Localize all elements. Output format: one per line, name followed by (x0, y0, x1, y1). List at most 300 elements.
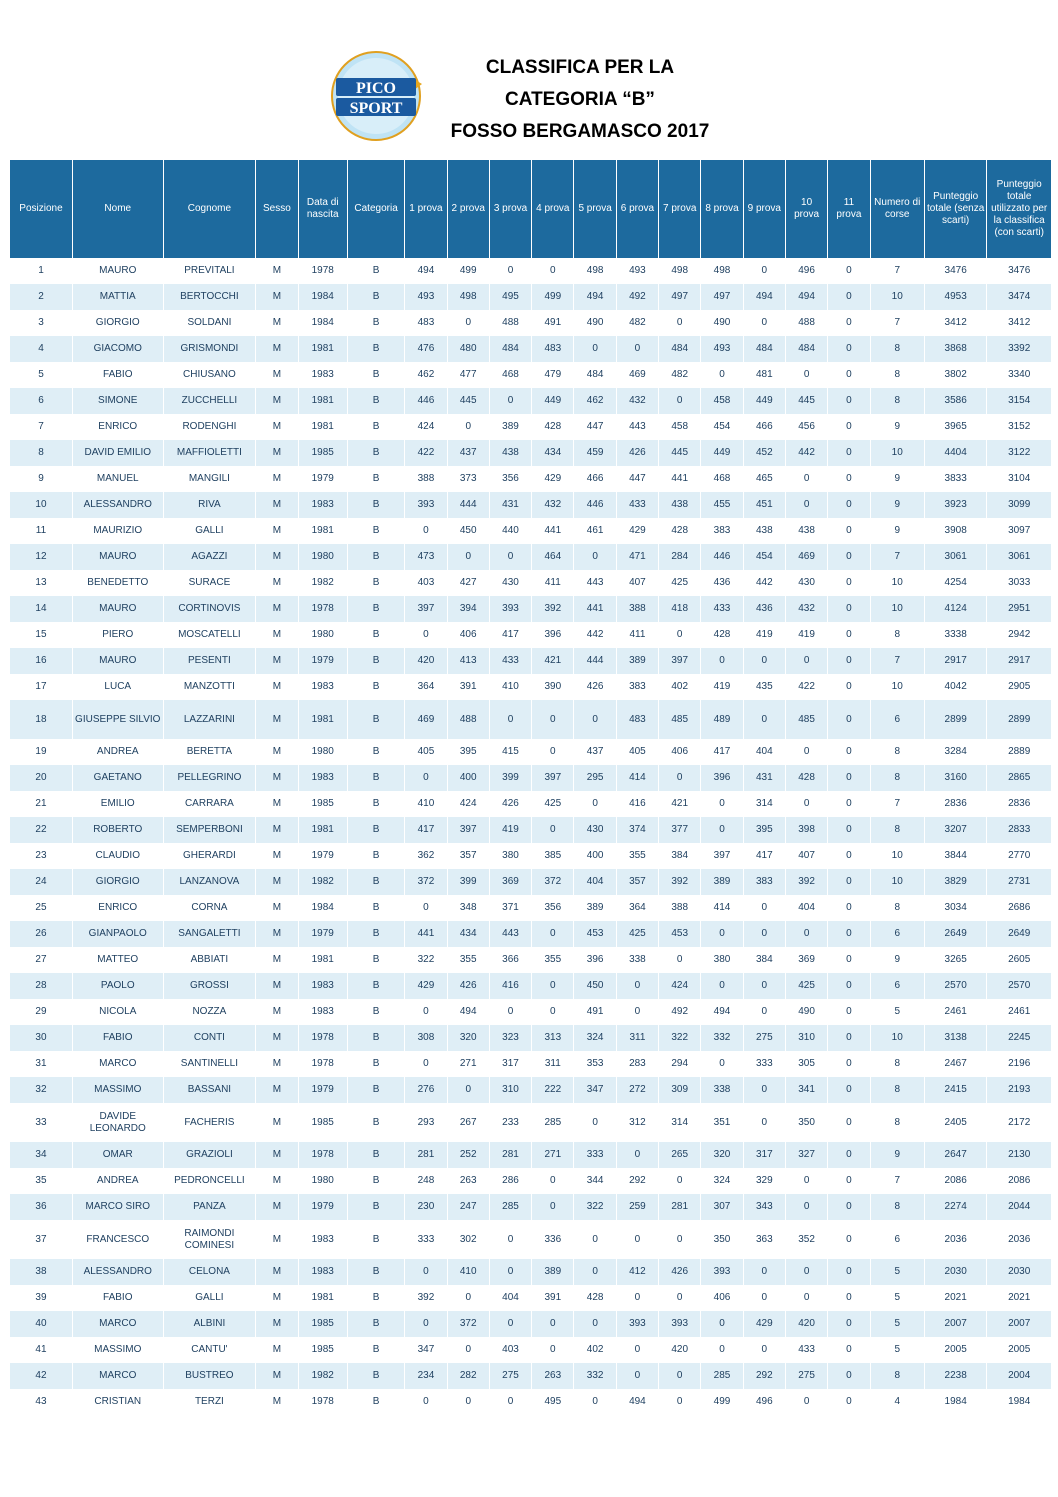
table-cell: 410 (447, 1259, 489, 1285)
table-cell: 1982 (298, 570, 347, 596)
table-cell: 3412 (924, 310, 986, 336)
table-cell: 8 (870, 1194, 924, 1220)
table-cell: 317 (743, 1142, 785, 1168)
table-cell: MASSIMO (72, 1337, 163, 1363)
table-cell: 438 (785, 518, 827, 544)
table-cell: 312 (616, 1103, 658, 1142)
table-cell: CORTINOVIS (163, 596, 256, 622)
table-row (10, 921, 1052, 947)
table-cell: 0 (489, 700, 531, 739)
table-cell: B (347, 388, 404, 414)
table-cell: 469 (405, 700, 447, 739)
table-cell: 13 (10, 570, 72, 596)
table-cell: B (347, 1077, 404, 1103)
table-cell: B (347, 817, 404, 843)
table-cell: 5 (870, 1259, 924, 1285)
table-cell: 353 (574, 1051, 616, 1077)
table-cell: 419 (489, 817, 531, 843)
table-cell: 433 (489, 648, 531, 674)
table-cell: B (347, 1025, 404, 1051)
column-header: Data di nascita (298, 160, 347, 258)
table-cell: 0 (828, 1285, 870, 1311)
table-cell: 466 (743, 414, 785, 440)
table-cell: 426 (574, 674, 616, 700)
table-cell: 488 (489, 310, 531, 336)
table-cell: 9 (10, 466, 72, 492)
table-cell: 295 (574, 765, 616, 791)
table-cell: 322 (405, 947, 447, 973)
table-cell: 3104 (987, 466, 1052, 492)
table-cell: 425 (532, 791, 574, 817)
table-cell: 495 (532, 1389, 574, 1415)
table-cell: 310 (489, 1077, 531, 1103)
table-cell: 383 (616, 674, 658, 700)
table-cell: 2405 (924, 1103, 986, 1142)
table-cell: M (256, 1363, 298, 1389)
table-cell: 464 (532, 544, 574, 570)
table-cell: 405 (405, 739, 447, 765)
table-cell: SANTINELLI (163, 1051, 256, 1077)
table-cell: 446 (701, 544, 743, 570)
table-cell: B (347, 258, 404, 284)
table-cell: 285 (701, 1363, 743, 1389)
table-cell: 0 (785, 648, 827, 674)
table-cell: 442 (574, 622, 616, 648)
table-row (10, 492, 1052, 518)
table-cell: 443 (489, 921, 531, 947)
table-cell: 1978 (298, 1389, 347, 1415)
table-cell: 0 (785, 1285, 827, 1311)
table-cell: 222 (532, 1077, 574, 1103)
table-cell: 445 (659, 440, 701, 466)
table-cell: 355 (447, 947, 489, 973)
table-cell: MAFFIOLETTI (163, 440, 256, 466)
table-row (10, 336, 1052, 362)
table-cell: GIACOMO (72, 336, 163, 362)
table-cell: 0 (489, 999, 531, 1025)
table-cell: 0 (447, 1337, 489, 1363)
table-cell: 324 (701, 1168, 743, 1194)
table-cell: 0 (828, 440, 870, 466)
table-cell: 471 (616, 544, 658, 570)
table-cell: 1983 (298, 674, 347, 700)
table-cell: 281 (489, 1142, 531, 1168)
table-cell: SANGALETTI (163, 921, 256, 947)
table-cell: SIMONE (72, 388, 163, 414)
table-cell: 8 (870, 336, 924, 362)
table-cell: GRAZIOLI (163, 1142, 256, 1168)
table-cell: 433 (616, 492, 658, 518)
table-cell: 392 (785, 869, 827, 895)
table-cell: 1984 (924, 1389, 986, 1415)
table-cell: 451 (743, 492, 785, 518)
table-cell: M (256, 739, 298, 765)
table-cell: 17 (10, 674, 72, 700)
table-cell: PIERO (72, 622, 163, 648)
table-cell: 0 (828, 921, 870, 947)
table-cell: 0 (532, 921, 574, 947)
table-cell: RAIMONDI COMINESI (163, 1220, 256, 1259)
table-cell: 492 (659, 999, 701, 1025)
table-cell: 8 (870, 895, 924, 921)
table-cell: 322 (659, 1025, 701, 1051)
table-cell: 0 (828, 336, 870, 362)
table-cell: MANGILI (163, 466, 256, 492)
table-cell: B (347, 648, 404, 674)
table-cell: 2942 (987, 622, 1052, 648)
table-cell: 2899 (987, 700, 1052, 739)
table-cell: 0 (828, 1077, 870, 1103)
table-cell: 0 (574, 1103, 616, 1142)
table-cell: 0 (489, 1389, 531, 1415)
table-row (10, 596, 1052, 622)
table-cell: 4042 (924, 674, 986, 700)
table-cell: 2172 (987, 1103, 1052, 1142)
table-cell: 468 (701, 466, 743, 492)
table-cell: 9 (870, 518, 924, 544)
table-cell: 19 (10, 739, 72, 765)
table-cell: RIVA (163, 492, 256, 518)
table-cell: M (256, 440, 298, 466)
table-cell: 441 (405, 921, 447, 947)
table-cell: 275 (743, 1025, 785, 1051)
table-cell: 417 (743, 843, 785, 869)
table-cell: 403 (405, 570, 447, 596)
table-cell: 476 (405, 336, 447, 362)
table-cell: 8 (10, 440, 72, 466)
table-cell: 397 (405, 596, 447, 622)
table-cell: 371 (489, 895, 531, 921)
table-cell: 5 (870, 1337, 924, 1363)
table-cell: 347 (405, 1337, 447, 1363)
table-cell: 377 (659, 817, 701, 843)
column-header: 2 prova (447, 160, 489, 258)
column-header: Punteggio totale (senza scarti) (924, 160, 986, 258)
table-cell: 0 (659, 1168, 701, 1194)
table-cell: 426 (447, 973, 489, 999)
table-cell: 449 (532, 388, 574, 414)
table-row (10, 388, 1052, 414)
table-cell: 0 (405, 622, 447, 648)
column-header: Posizione (10, 160, 72, 258)
table-cell: 453 (574, 921, 616, 947)
table-cell: 333 (743, 1051, 785, 1077)
table-cell: 482 (616, 310, 658, 336)
table-cell: 2905 (987, 674, 1052, 700)
table-cell: 0 (828, 622, 870, 648)
table-cell: 34 (10, 1142, 72, 1168)
table-cell: 488 (447, 700, 489, 739)
table-cell: GIORGIO (72, 310, 163, 336)
table-cell: B (347, 440, 404, 466)
table-cell: M (256, 1051, 298, 1077)
table-cell: B (347, 570, 404, 596)
table-cell: 8 (870, 362, 924, 388)
table-cell: 252 (447, 1142, 489, 1168)
table-cell: 282 (447, 1363, 489, 1389)
table-cell: B (347, 843, 404, 869)
table-cell: 336 (532, 1220, 574, 1259)
table-cell: 36 (10, 1194, 72, 1220)
table-cell: B (347, 1311, 404, 1337)
table-cell: FACHERIS (163, 1103, 256, 1142)
table-cell: 426 (489, 791, 531, 817)
table-cell: 400 (447, 765, 489, 791)
table-cell: 494 (574, 284, 616, 310)
table-cell: 425 (616, 921, 658, 947)
column-header: Cognome (163, 160, 256, 258)
table-cell: 0 (828, 1363, 870, 1389)
table-cell: 293 (405, 1103, 447, 1142)
table-cell: 338 (616, 947, 658, 973)
table-row (10, 973, 1052, 999)
table-cell: B (347, 765, 404, 791)
table-cell: PAOLO (72, 973, 163, 999)
table-cell: 449 (701, 440, 743, 466)
table-cell: 1983 (298, 1220, 347, 1259)
table-cell: 432 (532, 492, 574, 518)
table-cell: 2245 (987, 1025, 1052, 1051)
table-cell: 0 (828, 1103, 870, 1142)
table-cell: 407 (616, 570, 658, 596)
table-cell: 0 (616, 1363, 658, 1389)
table-cell: 389 (574, 895, 616, 921)
table-cell: 15 (10, 622, 72, 648)
table-cell: 16 (10, 648, 72, 674)
table-cell: 357 (447, 843, 489, 869)
table-cell: 405 (616, 739, 658, 765)
table-cell: 422 (785, 674, 827, 700)
table-cell: 429 (743, 1311, 785, 1337)
table-row (10, 817, 1052, 843)
table-cell: ALBINI (163, 1311, 256, 1337)
table-cell: 6 (10, 388, 72, 414)
table-cell: 497 (701, 284, 743, 310)
table-cell: M (256, 1311, 298, 1337)
column-header: 7 prova (659, 160, 701, 258)
table-cell: 0 (743, 1259, 785, 1285)
table-cell: 389 (489, 414, 531, 440)
table-cell: LAZZARINI (163, 700, 256, 739)
table-cell: M (256, 1285, 298, 1311)
table-cell: NOZZA (163, 999, 256, 1025)
table-cell: 372 (405, 869, 447, 895)
table-cell: 9 (870, 414, 924, 440)
table-cell: 494 (743, 284, 785, 310)
table-cell: 1984 (298, 284, 347, 310)
table-cell: 0 (405, 765, 447, 791)
table-cell: 1983 (298, 999, 347, 1025)
table-cell: TERZI (163, 1389, 256, 1415)
table-cell: 430 (574, 817, 616, 843)
table-row (10, 1259, 1052, 1285)
column-header: 6 prova (616, 160, 658, 258)
table-cell: 0 (828, 947, 870, 973)
table-cell: 494 (405, 258, 447, 284)
table-cell: 3392 (987, 336, 1052, 362)
table-cell: 0 (616, 1337, 658, 1363)
table-cell: 421 (659, 791, 701, 817)
table-cell: 485 (785, 700, 827, 739)
table-cell: 397 (701, 843, 743, 869)
table-cell: 426 (616, 440, 658, 466)
table-cell: 428 (574, 1285, 616, 1311)
table-cell: 362 (405, 843, 447, 869)
table-cell: MANZOTTI (163, 674, 256, 700)
table-cell: 393 (701, 1259, 743, 1285)
table-row (10, 1051, 1052, 1077)
table-cell: 466 (574, 466, 616, 492)
table-cell: 441 (574, 596, 616, 622)
table-cell: 468 (489, 362, 531, 388)
table-cell: M (256, 895, 298, 921)
table-cell: 2833 (987, 817, 1052, 843)
table-cell: 0 (828, 843, 870, 869)
table-cell: 7 (870, 310, 924, 336)
table-row (10, 1285, 1052, 1311)
table-cell: 0 (743, 1337, 785, 1363)
table-cell: 399 (489, 765, 531, 791)
page-title-line2: CATEGORIA “B” (505, 89, 655, 110)
table-cell: 436 (701, 570, 743, 596)
table-cell: 397 (447, 817, 489, 843)
table-cell: CRISTIAN (72, 1389, 163, 1415)
table-cell: 0 (532, 1194, 574, 1220)
table-cell: 333 (405, 1220, 447, 1259)
table-row (10, 674, 1052, 700)
table-cell: 425 (785, 973, 827, 999)
table-cell: 2836 (924, 791, 986, 817)
table-cell: MAURO (72, 544, 163, 570)
logo-text-top: PICO (356, 80, 396, 97)
table-cell: B (347, 973, 404, 999)
table-cell: 437 (447, 440, 489, 466)
table-cell: 438 (659, 492, 701, 518)
table-cell: 0 (785, 1389, 827, 1415)
table-cell: 444 (574, 648, 616, 674)
table-cell: 22 (10, 817, 72, 843)
table-cell: 6 (870, 973, 924, 999)
table-cell: 469 (785, 544, 827, 570)
table-cell: 433 (785, 1337, 827, 1363)
table-cell: 314 (743, 791, 785, 817)
table-cell: 393 (405, 492, 447, 518)
table-cell: 1985 (298, 1311, 347, 1337)
table-cell: 32 (10, 1077, 72, 1103)
table-cell: M (256, 258, 298, 284)
table-cell: 380 (701, 947, 743, 973)
table-cell: 404 (574, 869, 616, 895)
table-cell: 417 (405, 817, 447, 843)
table-cell: 286 (489, 1168, 531, 1194)
table-row (10, 544, 1052, 570)
table-row (10, 284, 1052, 310)
table-row (10, 310, 1052, 336)
table-cell: 0 (659, 1363, 701, 1389)
table-cell: 404 (489, 1285, 531, 1311)
table-cell: 2461 (924, 999, 986, 1025)
table-cell: 10 (870, 1025, 924, 1051)
table-cell: 2238 (924, 1363, 986, 1389)
table-cell: M (256, 518, 298, 544)
table-cell: 2274 (924, 1194, 986, 1220)
table-cell: 338 (701, 1077, 743, 1103)
table-cell: 8 (870, 1051, 924, 1077)
table-cell: 3034 (924, 895, 986, 921)
table-cell: 0 (659, 622, 701, 648)
table-cell: 0 (616, 336, 658, 362)
table-cell: 31 (10, 1051, 72, 1077)
table-cell: 2193 (987, 1077, 1052, 1103)
column-header: 10 prova (785, 160, 827, 258)
table-cell: 1983 (298, 765, 347, 791)
table-row (10, 1389, 1052, 1415)
table-cell: 1983 (298, 492, 347, 518)
table-cell: M (256, 1077, 298, 1103)
table-cell: 0 (701, 648, 743, 674)
table-cell: 433 (701, 596, 743, 622)
table-cell: 2865 (987, 765, 1052, 791)
table-cell: 465 (743, 466, 785, 492)
table-cell: 344 (574, 1168, 616, 1194)
table-cell: 271 (447, 1051, 489, 1077)
table-cell: 388 (616, 596, 658, 622)
table-cell: 428 (659, 518, 701, 544)
table-cell: DAVID EMILIO (72, 440, 163, 466)
table-cell: GIORGIO (72, 869, 163, 895)
table-cell: CELONA (163, 1259, 256, 1285)
table-cell: 431 (743, 765, 785, 791)
table-cell: 483 (616, 700, 658, 739)
table-cell: 428 (785, 765, 827, 791)
table-cell: 3138 (924, 1025, 986, 1051)
table-cell: BERTOCCHI (163, 284, 256, 310)
table-cell: 1985 (298, 1103, 347, 1142)
table-cell: 2917 (924, 648, 986, 674)
table-cell: 2005 (987, 1337, 1052, 1363)
table-cell: B (347, 739, 404, 765)
table-cell: 41 (10, 1337, 72, 1363)
table-cell: 369 (785, 947, 827, 973)
table-cell: 497 (659, 284, 701, 310)
table-cell: 3340 (987, 362, 1052, 388)
table-cell: 2415 (924, 1077, 986, 1103)
table-cell: 0 (447, 544, 489, 570)
table-cell: 1984 (987, 1389, 1052, 1415)
table-cell: 3965 (924, 414, 986, 440)
table-cell: 2917 (987, 648, 1052, 674)
table-cell: 320 (701, 1142, 743, 1168)
table-row (10, 843, 1052, 869)
table-cell: 485 (659, 700, 701, 739)
table-cell: 483 (532, 336, 574, 362)
table-cell: 2086 (987, 1168, 1052, 1194)
table-cell: 0 (785, 466, 827, 492)
table-cell: 0 (489, 1220, 531, 1259)
table-cell: 332 (701, 1025, 743, 1051)
table-cell: B (347, 791, 404, 817)
table-cell: 0 (574, 544, 616, 570)
table-cell: M (256, 1025, 298, 1051)
table-cell: 310 (785, 1025, 827, 1051)
table-cell: 2889 (987, 739, 1052, 765)
table-cell: 383 (701, 518, 743, 544)
table-cell: M (256, 700, 298, 739)
table-cell: 0 (828, 362, 870, 388)
table-cell: 0 (785, 921, 827, 947)
table-cell: 322 (574, 1194, 616, 1220)
table-cell: M (256, 947, 298, 973)
